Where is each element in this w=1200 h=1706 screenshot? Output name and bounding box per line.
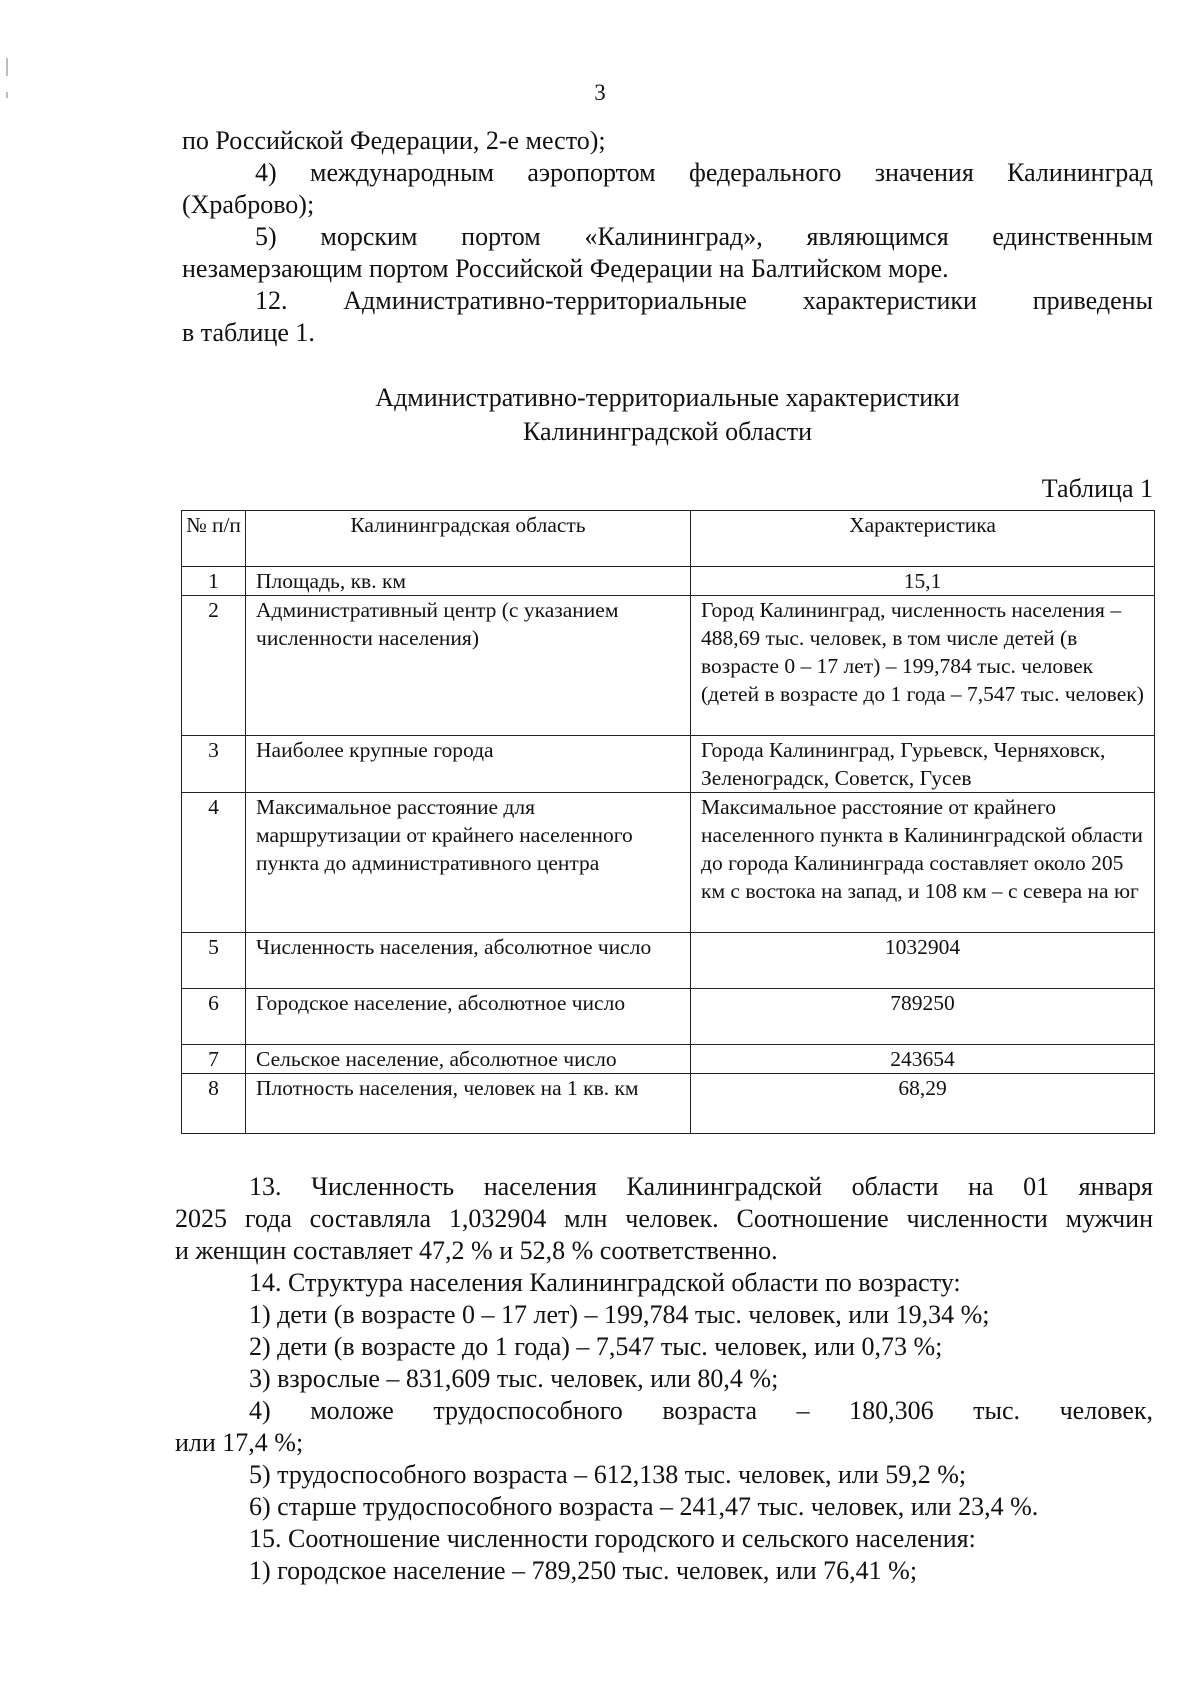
list-item: 1) городское население – 789,250 тыс. человек, или 76,41 %;	[249, 1556, 918, 1585]
list-item: 6) старше трудоспособного возраста – 241,47 тыс. человек, или 23,4 %.	[249, 1492, 1039, 1521]
header-characteristic: Характеристика	[691, 511, 1155, 567]
table-row	[182, 793, 1155, 933]
row-number: 7	[182, 1045, 246, 1074]
row-number: 2	[182, 596, 246, 736]
paragraph-line: (Храброво);	[182, 190, 315, 219]
list-item: 2) дети (в возрасте до 1 года) – 7,547 тыс. человек, или 0,73 %;	[249, 1332, 943, 1361]
paragraph-line: 4) международным аэропортом федерального значения Калининград	[255, 158, 1153, 187]
table-header-row	[182, 511, 1155, 567]
row-value: 789250	[691, 989, 1155, 1045]
paragraph-line: 14. Структура населения Калининградской области по возрасту:	[249, 1268, 961, 1297]
page-number: 3	[594, 80, 606, 105]
paragraph-line: незамерзающим портом Российской Федерации на Балтийском море.	[182, 254, 949, 283]
row-value: 68,29	[691, 1074, 1155, 1134]
row-value: Города Калининград, Гурьевск, Черняховск, Зеленоградск, Советск, Гусев	[691, 736, 1155, 793]
list-item: 5) трудоспособного возраста – 612,138 тыс. человек, или 59,2 %;	[249, 1460, 967, 1489]
row-number: 3	[182, 736, 246, 793]
table-row	[182, 989, 1155, 1045]
row-value: Максимальное расстояние от крайнего населенного пункта в Калининградской области до города Калининграда составляет около 205 км с востока на запад, и 108 км – с севера на юг	[691, 793, 1155, 933]
list-item: 1) дети (в возрасте 0 – 17 лет) – 199,784 тыс. человек, или 19,34 %;	[249, 1300, 990, 1329]
row-name: Наиболее крупные города	[246, 736, 691, 793]
paragraph-line: и женщин составляет 47,2 % и 52,8 % соответственно.	[175, 1236, 778, 1265]
paragraph-line: 13. Численность населения Калининградской области на 01 января	[249, 1172, 1153, 1201]
table-row	[182, 1045, 1155, 1074]
row-name: Административный центр (с указанием численности населения)	[246, 596, 691, 736]
paragraph-line: в таблице 1.	[182, 318, 315, 347]
row-number: 6	[182, 989, 246, 1045]
paragraph-line: 15. Соотношение численности городского и сельского населения:	[249, 1524, 976, 1553]
table-row	[182, 596, 1155, 736]
row-name: Сельское население, абсолютное число	[246, 1045, 691, 1074]
list-item: 4) моложе трудоспособного возраста – 180,306 тыс. человек,	[249, 1396, 1153, 1425]
table-row	[182, 933, 1155, 989]
header-number: № п/п	[182, 511, 246, 567]
row-number: 8	[182, 1074, 246, 1134]
characteristics-table	[181, 510, 1155, 1134]
row-value: Город Калининград, численность населения – 488,69 тыс. человек, в том числе детей (в возрасте 0 – 17 лет) – 199,784 тыс. человек (детей в возрасте до 1 года – 7,547 тыс. человек)	[691, 596, 1155, 736]
paragraph-line: по Российской Федерации, 2-е место);	[182, 126, 606, 155]
row-number: 5	[182, 933, 246, 989]
row-name: Городское население, абсолютное число	[246, 989, 691, 1045]
table-label: Таблица 1	[1041, 474, 1153, 503]
scan-margin-mark	[6, 58, 8, 76]
row-value: 243654	[691, 1045, 1155, 1074]
row-name: Максимальное расстояние для маршрутизации от крайнего населенного пункта до административного центра	[246, 793, 691, 933]
table-caption-line-2: Калининградской области	[522, 417, 812, 446]
table-row	[182, 1074, 1155, 1134]
row-name: Площадь, кв. км	[246, 567, 691, 596]
row-number: 1	[182, 567, 246, 596]
paragraph-line: 2025 года составляла 1,032904 млн человек. Соотношение численности мужчин	[175, 1204, 1153, 1233]
paragraph-line: 5) морским портом «Калининград», являющимся единственным	[255, 222, 1153, 251]
row-value: 1032904	[691, 933, 1155, 989]
list-item: 3) взрослые – 831,609 тыс. человек, или 80,4 %;	[249, 1364, 779, 1393]
row-number: 4	[182, 793, 246, 933]
table-row	[182, 567, 1155, 596]
table-caption-line-1: Административно-территориальные характеристики	[375, 383, 960, 412]
table-row	[182, 736, 1155, 793]
list-item: или 17,4 %;	[175, 1428, 304, 1457]
row-name: Плотность населения, человек на 1 кв. км	[246, 1074, 691, 1134]
paragraph-line: 12. Административно-территориальные характеристики приведены	[255, 286, 1153, 315]
row-value: 15,1	[691, 567, 1155, 596]
row-name: Численность населения, абсолютное число	[246, 933, 691, 989]
header-region: Калининградская область	[246, 511, 691, 567]
